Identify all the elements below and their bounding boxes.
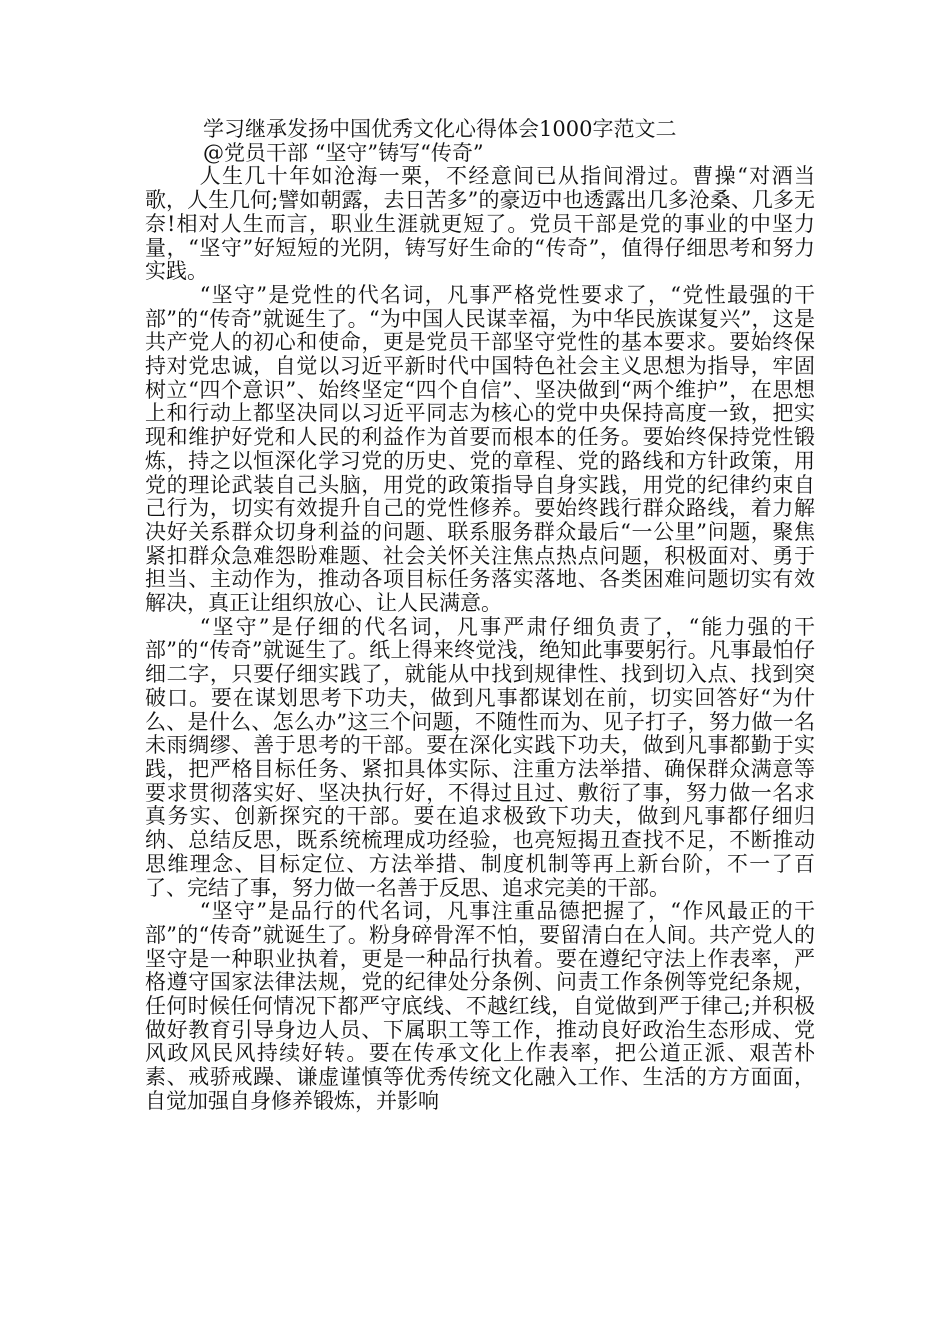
paragraph-conduct: “坚守”是品行的代名词，凡事注重品德把握了，“作风最正的干部”的“传奇”就诞生了。粉身碎骨浑不怕，要留清白在人间。共产党人的坚守是一种职业执着，更是一种品行执着。要在遵纪守法上作表率，严格遵守国家法律法规，党的纪律处分条例、问责工作条例等党纪条规，任何时候任何情况下都严守底线、不越红线，自觉做到严于律己;并积极做好教育引导身边人员、下属职工等工作，推动良好政治生态形成、党风政风民风持续好转。要在传承文化上作表率，把公道正派、艰苦朴素、戒骄戒躁、谦虚谨慎等优秀传统文化融入工作、生活的方方面面，自觉加强自身修养锻炼，并影响: [145, 899, 815, 1113]
paragraph-intro: 人生几十年如沧海一栗，不经意间已从指间滑过。曹操“对酒当歌，人生几何;譬如朝露，去日苦多”的豪迈中也透露出几多沧桑、几多无奈!相对人生而言，职业生涯就更短了。党员干部是党的事业的中坚力量，“坚守”好短短的光阴，铸写好生命的“传奇”，值得仔细思考和努力实践。: [145, 164, 815, 284]
document-body: [145, 118, 815, 1114]
document-title: 学习继承发扬中国优秀文化心得体会1000字范文二: [203, 117, 677, 141]
paragraph-party-spirit: “坚守”是党性的代名词，凡事严格党性要求了，“党性最强的干部”的“传奇”就诞生了。“为中国人民谋幸福，为中华民族谋复兴”，这是共产党人的初心和使命，更是党员干部坚守党性的基本要求。要始终保持对党忠诚，自觉以习近平新时代中国特色社会主义思想为指导，牢固树立“四个意识”、始终坚定“四个自信”、坚决做到“两个维护”，在思想上和行动上都坚决同以习近平同志为核心的党中央保持高度一致，把实现和维护好党和人民的利益作为首要而根本的任务。要始终保持党性锻炼，持之以恒深化学习党的历史、党的章程、党的路线和方针政策，用党的理论武装自己头脑，用党的政策指导自身实践，用党的纪律约束自己行为，切实有效提升自己的党性修养。要始终践行群众路线，着力解决好关系群众切身利益的问题、联系服务群众最后“一公里”问题，聚焦紧扣群众急难怨盼难题、社会关怀关注焦点热点问题，积极面对、勇于担当、主动作为，推动各项目标任务落实落地、各类困难问题切实有效解决，真正让组织放心、让人民满意。: [145, 282, 815, 616]
paragraph-diligence: “坚守”是仔细的代名词，凡事严肃仔细负责了，“能力强的干部”的“传奇”就诞生了。纸上得来终觉浅，绝知此事要躬行。凡事最怕仔细二字，只要仔细实践了，就能从中找到规律性、找到切入点、找到突破口。要在谋划思考下功夫，做到凡事都谋划在前，切实回答好“为什么、是什么、怎么办”这三个问题，不随性而为、见子打子，努力做一名未雨绸缪、善于思考的干部。要在深化实践下功夫，做到凡事都勤于实践，把严格目标任务、紧扣具体实际、注重方法举措、确保群众满意等要求贯彻落实好、坚决执行好，不得过且过、敷衍了事，努力做一名求真务实、创新探究的干部。要在追求极致下功夫，做到凡事都仔细归纳、总结反思，既系统梳理成功经验，也亮短揭丑查找不足，不断推动思维理念、目标定位、方法举措、制度机制等再上新台阶，不一了百了、完结了事，努力做一名善于反思、追求完美的干部。: [145, 614, 815, 900]
document-subtitle: @党员干部 “坚守”铸写“传奇”: [203, 140, 484, 165]
